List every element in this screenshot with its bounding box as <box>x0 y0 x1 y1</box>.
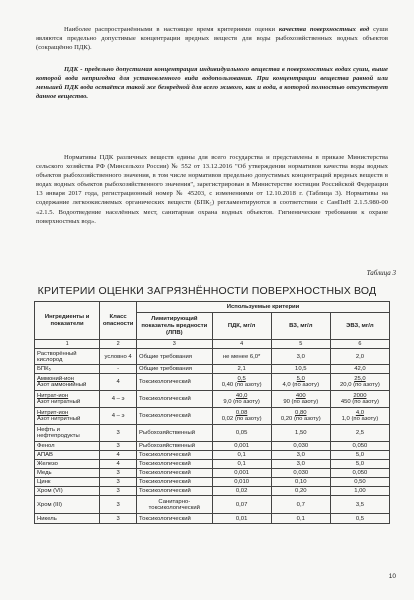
row-vz: 5,0 <box>296 376 305 382</box>
row-lpv: Токсикологический <box>137 451 213 460</box>
row-vz-secondary: 4,0 (по азоту) <box>282 382 320 388</box>
row-pdk: не менее 6,0* <box>212 349 271 365</box>
row-evz: 3,5 <box>330 496 389 514</box>
row-lpv: Токсикологический <box>137 514 213 524</box>
row-pdk-group <box>212 391 271 408</box>
row-lpv: Токсикологический <box>137 408 213 425</box>
row-name: Нитрат-ион <box>37 393 69 399</box>
row-pdk: 0,001 <box>212 469 271 478</box>
row-name: Хром (VI) <box>35 487 100 496</box>
row-evz-secondary: 20,0 (по азоту) <box>340 382 380 388</box>
paragraph-intro <box>36 25 388 52</box>
row-evz: 2000 <box>353 393 367 399</box>
criteria-table <box>34 301 390 524</box>
table-row <box>35 514 390 524</box>
table-row <box>35 365 390 374</box>
row-name-group <box>35 391 100 408</box>
header-vz: ВЗ, мг/л <box>271 313 330 340</box>
row-class: 4 – э <box>100 408 137 425</box>
row-class: 3 <box>100 425 137 442</box>
row-class: - <box>100 365 137 374</box>
paragraph-norms <box>36 153 388 226</box>
row-vz-group <box>271 374 330 391</box>
row-class: 3 <box>100 469 137 478</box>
row-pdk: 0,05 <box>212 425 271 442</box>
row-name-secondary: Азот нитратный <box>37 399 81 405</box>
row-name: БПК₅ <box>35 365 100 374</box>
intro-text: Наиболее распространёнными в настоящее время критериями оценки <box>64 26 276 33</box>
row-vz: 0,10 <box>271 478 330 487</box>
row-vz: 1,50 <box>271 425 330 442</box>
row-evz: 2,0 <box>330 349 389 365</box>
column-number: 2 <box>100 340 137 349</box>
row-name: Фенол <box>35 442 100 451</box>
row-name: Железо <box>35 460 100 469</box>
row-name-secondary: Азот нитритный <box>37 416 81 422</box>
row-vz: 0,80 <box>295 410 307 416</box>
row-pdk: 40,0 <box>235 393 248 399</box>
row-evz: 0,5 <box>330 514 389 524</box>
row-name: Нефть и нефтепродукты <box>35 425 100 442</box>
row-evz: 0,050 <box>330 469 389 478</box>
row-name: Цинк <box>35 478 100 487</box>
table-row <box>35 408 390 425</box>
row-class: 3 <box>100 442 137 451</box>
row-evz: 0,050 <box>330 442 389 451</box>
row-name: Хром (III) <box>35 496 100 514</box>
row-name: Аммоний-ион <box>37 376 74 382</box>
row-evz-group <box>330 408 389 425</box>
row-name-group <box>35 408 100 425</box>
row-pdk-group <box>212 408 271 425</box>
row-name: Медь <box>35 469 100 478</box>
header-used-criteria: Используемые критерии <box>137 302 390 313</box>
row-pdk-group <box>212 374 271 391</box>
pdk-term: ПДК <box>64 66 79 73</box>
row-vz: 3,0 <box>271 460 330 469</box>
row-class: 4 <box>100 460 137 469</box>
table-row <box>35 478 390 487</box>
table-row <box>35 374 390 391</box>
table-row <box>35 391 390 408</box>
row-name-secondary: Азот аммонийный <box>37 382 87 388</box>
row-name: Никель <box>35 514 100 524</box>
row-class: условно 4 <box>100 349 137 365</box>
row-class: 4 <box>100 451 137 460</box>
row-vz-group <box>271 391 330 408</box>
row-class: 4 – э <box>100 391 137 408</box>
column-number: 4 <box>212 340 271 349</box>
row-evz: 25,0 <box>354 376 366 382</box>
row-vz: 400 <box>295 393 306 399</box>
column-number: 5 <box>271 340 330 349</box>
row-class: 3 <box>100 514 137 524</box>
header-hazard-class: Класс опасности <box>100 302 137 340</box>
table-row <box>35 349 390 365</box>
row-lpv: Токсикологический <box>137 469 213 478</box>
row-pdk: 0,010 <box>212 478 271 487</box>
row-pdk-secondary: 0,02 (по азоту) <box>221 416 262 422</box>
row-evz: 42,0 <box>330 365 389 374</box>
row-lpv: Токсикологический <box>137 487 213 496</box>
row-evz-secondary: 450 (по азоту) <box>340 399 380 405</box>
table-row <box>35 487 390 496</box>
row-lpv: Рыбохозяйственный <box>137 442 213 451</box>
column-number-row <box>35 340 390 349</box>
table-row <box>35 451 390 460</box>
row-vz: 0,1 <box>271 514 330 524</box>
row-evz: 5,0 <box>330 451 389 460</box>
row-pdk: 0,08 <box>235 410 248 416</box>
row-vz: 3,0 <box>271 349 330 365</box>
row-evz: 2,5 <box>330 425 389 442</box>
row-vz: 3,0 <box>271 451 330 460</box>
row-pdk: 0,1 <box>212 451 271 460</box>
page-number: 10 <box>388 573 396 580</box>
row-pdk-secondary: 9,0 (по азоту) <box>223 399 260 405</box>
row-class: 4 <box>100 374 137 391</box>
row-class: 3 <box>100 478 137 487</box>
table-title: КРИТЕРИИ ОЦЕНКИ ЗАГРЯЗНЁННОСТИ ПОВЕРХНОСТНЫХ ВОД <box>37 285 377 297</box>
row-name: АПАВ <box>35 451 100 460</box>
row-evz-group <box>330 374 389 391</box>
paragraph-pdk-definition <box>36 65 388 101</box>
row-lpv: Рыбохозяйственный <box>137 425 213 442</box>
header-pdk: ПДК, мг/л <box>212 313 271 340</box>
row-vz-group <box>271 408 330 425</box>
row-lpv: Общие требования <box>137 365 213 374</box>
column-number: 1 <box>35 340 100 349</box>
intro-rest: суши являются предельно допустимые концентрации вредных веществ для воды рыбохозяйственных водных объектов (сокращённо ПДК). <box>36 26 388 52</box>
row-pdk: 0,5 <box>237 376 246 382</box>
column-number: 3 <box>137 340 213 349</box>
row-lpv: Токсикологический <box>137 374 213 391</box>
row-lpv: Токсикологический <box>137 478 213 487</box>
row-pdk: 0,001 <box>212 442 271 451</box>
row-lpv: Общие требования <box>137 349 213 365</box>
intro-emphasis: качества поверхностных вод <box>278 26 370 33</box>
row-pdk: 0,07 <box>212 496 271 514</box>
row-class: 3 <box>100 487 137 496</box>
row-name-group <box>35 374 100 391</box>
row-vz-secondary: 90 (по азоту) <box>283 399 319 405</box>
row-vz: 0,7 <box>271 496 330 514</box>
row-lpv: Токсикологический <box>137 460 213 469</box>
row-evz-group <box>330 391 389 408</box>
row-class: 3 <box>100 496 137 514</box>
row-pdk: 2,1 <box>212 365 271 374</box>
pdk-definition-text: - предельно допустимая концентрация индивидуального вещества в поверхностных водах суши, выше которой вода непригодна для установленного вида водопользования. При концентрации вещества равной или меньшей ПДК вода остаётся такой же безвредной для всего живого, как и вода, в которой полностью отсутствует данное вещество. <box>36 66 388 101</box>
row-evz: 4,0 <box>355 410 365 416</box>
row-lpv: Токсикологический <box>137 391 213 408</box>
row-vz: 0,030 <box>271 442 330 451</box>
header-limiting: Лимитирующий показатель вредности (ЛПВ) <box>137 313 213 340</box>
table-row <box>35 460 390 469</box>
row-evz: 1,00 <box>330 487 389 496</box>
row-name: Нитрит-ион <box>37 410 69 416</box>
row-vz: 10,5 <box>271 365 330 374</box>
row-evz: 5,0 <box>330 460 389 469</box>
row-name: Растворённый кислород <box>35 349 100 365</box>
column-number: 6 <box>330 340 389 349</box>
row-evz: 0,50 <box>330 478 389 487</box>
row-evz-secondary: 1,0 (по азоту) <box>341 416 379 422</box>
table-row <box>35 442 390 451</box>
row-pdk: 0,1 <box>212 460 271 469</box>
table-row <box>35 425 390 442</box>
table-label: Таблица 3 <box>366 269 396 277</box>
row-pdk: 0,02 <box>212 487 271 496</box>
table-row <box>35 469 390 478</box>
row-lpv: Санитарно-токсикологический <box>137 496 213 514</box>
norms-text: Нормативы ПДК различных веществ едины для всего государства и представлены в приказе Министерства сельского хозяйства РФ (Минсельхоз России) № 552 от 13.12.2016 "Об утверждении нормативов качества воды водных объектов рыбохозяйственного значения, в том числе нормативов предельно допустимых концентраций вредных веществ в водах водных объектов рыбохозяйственного значения", зарегистрирован в Министерстве юстиции Российской Федерации 13 января 2017 года, регистрационный номер № 45203, с изменениями от 12.10.2018 г. (Таблица 3). Нормативы на содержание легкоокисляемых органических веществ (БПК₅) регламентируются в соответствии с СанПиН 2.1.5.980-00 «2.1.5. Водоотведение населённых мест, санитарная охрана водных объектов. Гигиенические требования к охране поверхностных вод». <box>36 154 388 225</box>
row-pdk: 0,01 <box>212 514 271 524</box>
table-row <box>35 496 390 514</box>
row-vz: 0,030 <box>271 469 330 478</box>
row-vz: 0,20 <box>271 487 330 496</box>
header-ingredients: Ингредиенты и показатели <box>35 302 100 340</box>
row-pdk-secondary: 0,40 (по азоту) <box>221 382 262 388</box>
row-vz-secondary: 0,20 (по азоту) <box>280 416 321 422</box>
header-evz: ЭВЗ, мг/л <box>330 313 389 340</box>
